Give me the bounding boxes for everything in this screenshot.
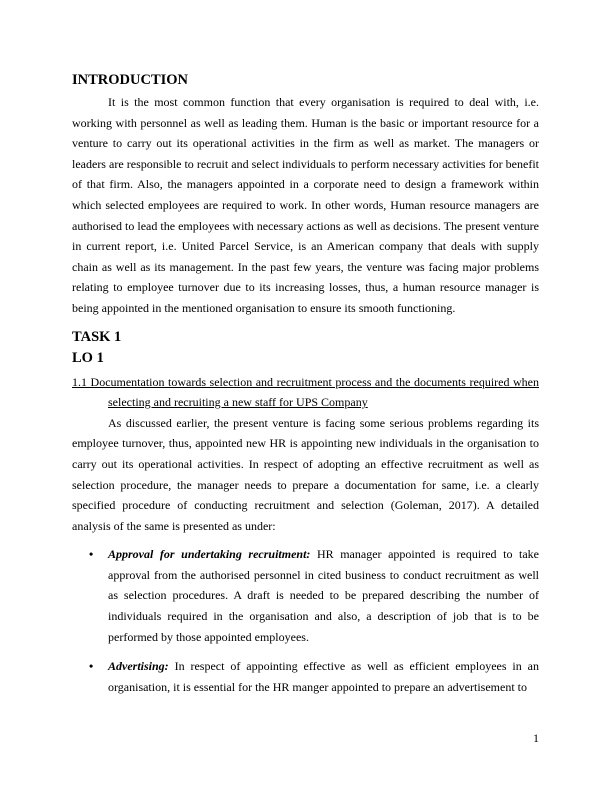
- list-item: [72, 544, 539, 647]
- bullet-term: Advertising:: [108, 659, 169, 674]
- section-subheading: 1.1 Documentation towards selection and recruitment process and the documents required when selecting and recruiting a new staff for UPS Company: [72, 374, 539, 410]
- bullet-text: In respect of appointing effective as well as efficient employees in an organisation, it is essential for the HR manger appointed to prepare an advertisement to: [108, 659, 539, 694]
- task-heading: TASK 1: [72, 328, 122, 345]
- introduction-heading: INTRODUCTION: [72, 72, 189, 88]
- bullet-icon: •: [89, 659, 94, 674]
- bullet-list: [72, 544, 539, 697]
- bullet-icon: •: [89, 547, 94, 562]
- list-item: [72, 656, 539, 697]
- page-number: 1: [533, 731, 539, 745]
- task-paragraph: As discussed earlier, the present venture is facing some serious problems regarding its employee turnover, thus, appointed new HR is appointing new individuals in the organisation to carry out its operational activities. In respect of adopting an effective recruitment as well as selection procedure, the manager needs to prepare a documentation for same, i.e. a clearly specified procedure of conducting recruitment and selection (Goleman, 2017). A detailed analysis of the same is presented as under:: [72, 415, 539, 533]
- learning-outcome-heading: LO 1: [72, 349, 104, 366]
- bullet-text: HR manager appointed is required to take approval from the authorised personnel in cited business to conduct recruitment as well as selection procedures. A draft is needed to be prepared describing the number of individuals required in the organisation and also, a description of job that is to be performed by those appointed employees.: [108, 547, 539, 644]
- page-content: [72, 71, 539, 706]
- introduction-paragraph: It is the most common function that every organisation is required to deal with, i.e. working with personnel as well as leading them. Human is the basic or important resource for a venture to carry out its operational activities in the firm as well as market. The managers or leaders are responsible to recruit and select individuals to perform necessary activities for benefit of that firm. Also, the managers appointed in a corporate need to design a framework within which selected employees are required to work. In other words, Human resource managers are authorised to lead the employees with necessary actions as well as decisions. The present venture in current report, i.e. United Parcel Service, is an American company that deals with supply chain as well as its management. In the past few years, the venture was facing major problems relating to employee turnover due to its increasing losses, thus, a human resource manager is being appointed in the mentioned organisation to ensure its smooth functioning.: [72, 95, 539, 315]
- bullet-term: Approval for undertaking recruitment:: [108, 547, 311, 562]
